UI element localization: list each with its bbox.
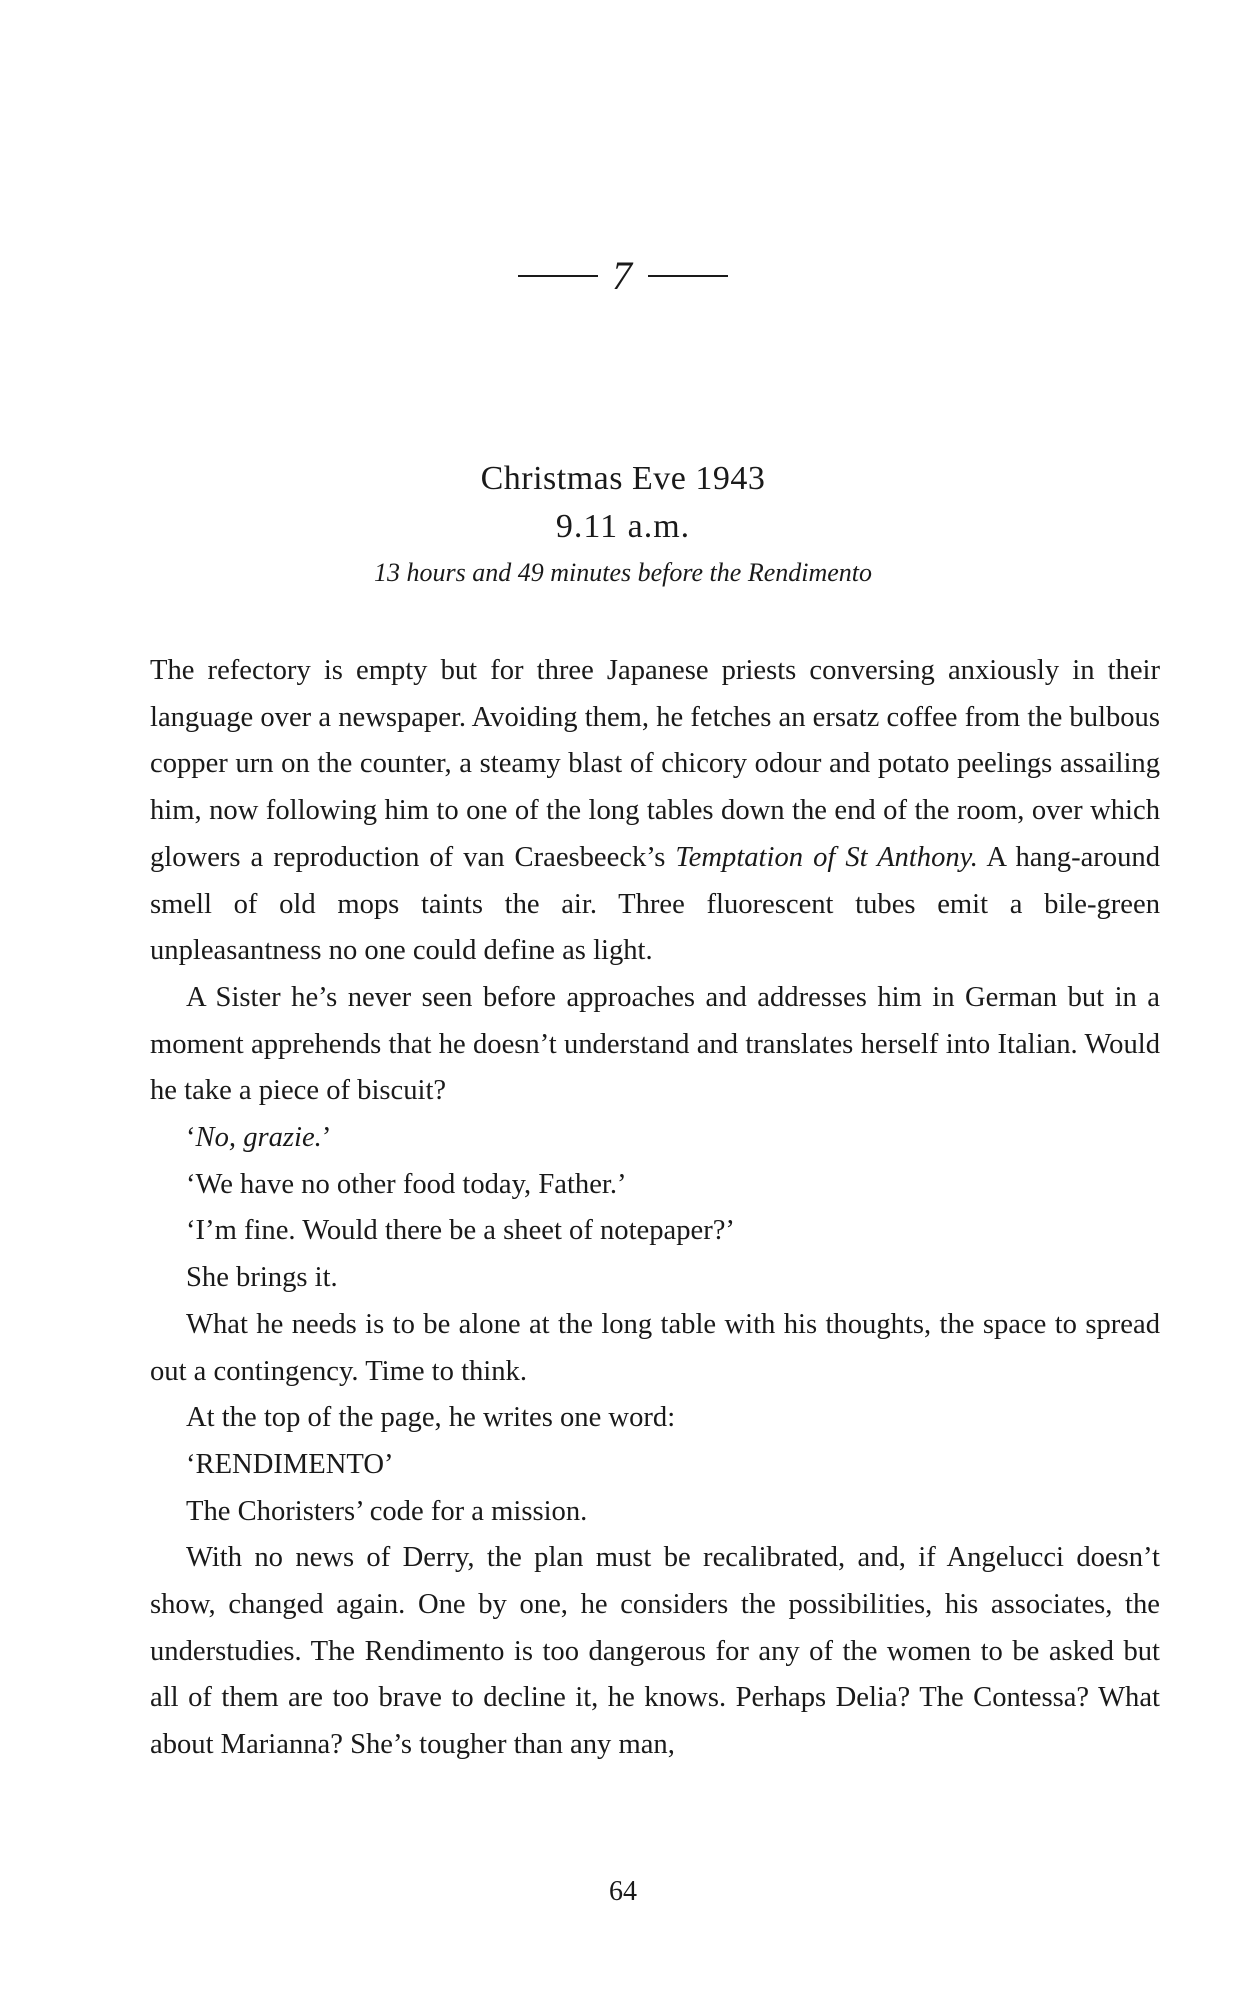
text-run: ’ [321,1122,332,1154]
paragraph [150,1395,1160,1442]
text-run: ‘We have no other food today, Father.’ [186,1168,627,1200]
text-run: At the top of the page, he writes one word: [186,1402,676,1434]
left-dash-ornament [518,275,598,277]
chapter-heading [0,248,1246,299]
text-run: A hang-around smell of old mops taints the air. Three fluorescent tubes emit a bile-green unpleasantness no one could define as light. [150,841,1160,967]
text-run: With no news of Derry, the plan must be recalibrated, and, if Angelucci doesn’t show, changed again. One by one, he considers the possibilities, his associates, the understudies. The Rendimento is too dangerous for any of the women to be asked but all of them are too brave to decline it, he knows. Perhaps Delia? The Contessa? What about Marianna? She’s tougher than any man, [150,1542,1160,1761]
text-run: What he needs is to be alone at the long table with his thoughts, the space to spread out a contingency. Time to think. [150,1308,1160,1387]
paragraph [150,1255,1160,1302]
section-time: 9.11 a.m. [555,508,691,545]
section-countdown: 13 hours and 49 minutes before the Rendimento [373,558,873,587]
text-run: She brings it. [186,1262,338,1294]
page-number: 64 [609,1876,637,1907]
body-text [150,648,1160,1769]
text-run: ‘I’m fine. Would there be a sheet of notepaper?’ [186,1215,735,1247]
paragraph [150,975,1160,1115]
italic-text: No, grazie. [195,1122,322,1154]
paragraph [150,1115,1160,1162]
paragraph [150,1162,1160,1209]
paragraph [150,1302,1160,1395]
italic-text: Temptation of St Anthony. [675,841,978,873]
paragraph [150,1535,1160,1769]
text-run: The Choristers’ code for a mission. [186,1495,588,1527]
section-date: Christmas Eve 1943 [480,460,766,497]
chapter-number: 7 [612,253,634,299]
text-run: A Sister he’s never seen before approaches and addresses him in German but in a moment apprehends that he doesn’t understand and translates herself into Italian. Would he take a piece of biscuit? [150,981,1160,1107]
text-run: ‘RENDIMENTO’ [186,1448,394,1480]
right-dash-ornament [648,275,728,277]
text-run: The refectory is empty but for three Japanese priests conversing anxiously in their language over a newspaper. Avoiding them, he fetches an ersatz coffee from the bulbous copper urn on the counter, a steamy blast of chicory odour and potato peelings assailing him, now following him to one of the long tables down the end of the room, over which glowers a reproduction of van Craesbeeck’s [150,655,1160,873]
paragraph [150,648,1160,975]
text-run: ‘ [186,1122,196,1154]
section-header [0,455,1246,595]
paragraph [150,1489,1160,1536]
paragraph [150,1442,1160,1489]
paragraph [150,1208,1160,1255]
